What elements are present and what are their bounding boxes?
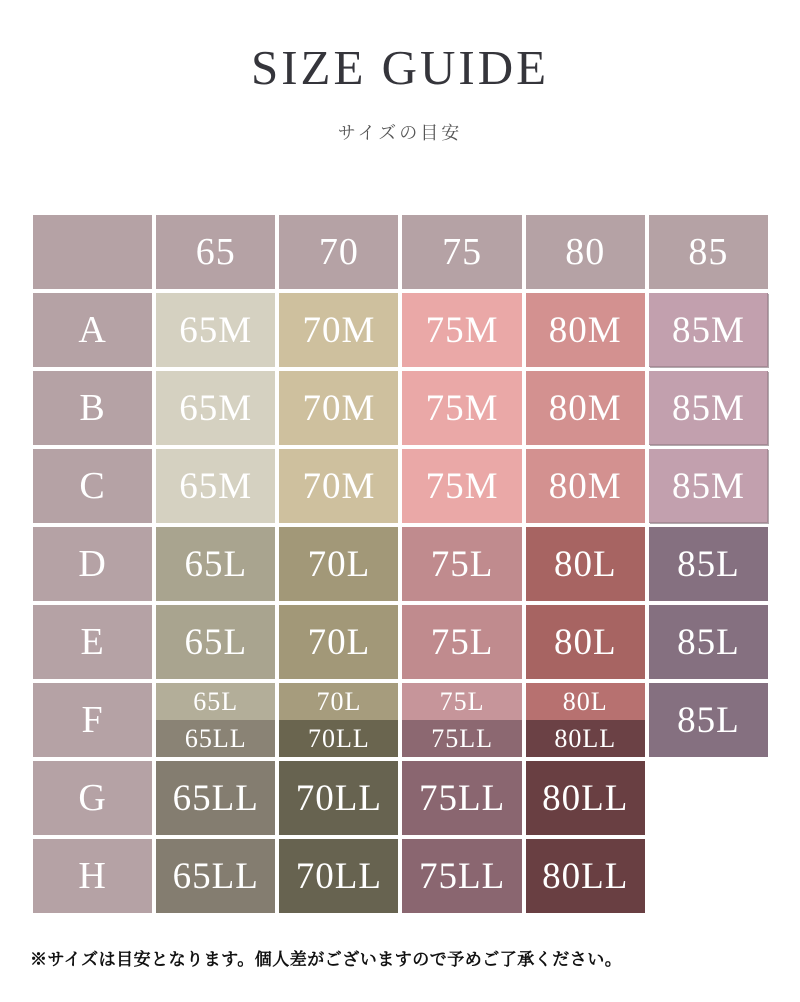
row-label-D: D bbox=[33, 527, 152, 601]
row-label-C: C bbox=[33, 449, 152, 523]
size-cell-80M: 80M bbox=[526, 449, 645, 523]
size-cell-70LL: 70LL bbox=[279, 761, 398, 835]
size-cell-split bbox=[526, 683, 645, 757]
size-cell-65LL: 65LL bbox=[156, 761, 275, 835]
column-header-65: 65 bbox=[156, 215, 275, 289]
row-label-G: G bbox=[33, 761, 152, 835]
page-subtitle: サイズの目安 bbox=[337, 123, 463, 144]
size-cell-75L: 75L bbox=[402, 527, 521, 601]
column-header-70: 70 bbox=[279, 215, 398, 289]
size-cell-75LL: 75LL bbox=[402, 720, 521, 757]
row-label-B: B bbox=[33, 371, 152, 445]
size-cell-65M: 65M bbox=[156, 293, 275, 367]
size-cell-75M: 75M bbox=[402, 371, 521, 445]
size-cell-70LL: 70LL bbox=[279, 839, 398, 913]
size-cell-80L: 80L bbox=[526, 527, 645, 601]
size-cell-80L: 80L bbox=[526, 605, 645, 679]
size-cell-85L: 85L bbox=[649, 527, 768, 601]
size-cell-85L: 85L bbox=[649, 683, 768, 757]
size-cell-80LL: 80LL bbox=[526, 761, 645, 835]
size-cell-65M: 65M bbox=[156, 449, 275, 523]
page-title: SIZE GUIDE bbox=[250, 40, 550, 95]
size-guide-table bbox=[33, 215, 768, 913]
size-cell-80LL: 80LL bbox=[526, 839, 645, 913]
size-cell-70M: 70M bbox=[279, 293, 398, 367]
size-cell-65L: 65L bbox=[156, 605, 275, 679]
size-cell-75LL: 75LL bbox=[402, 761, 521, 835]
row-label-E: E bbox=[33, 605, 152, 679]
size-cell-75L: 75L bbox=[402, 683, 521, 720]
row-label-F: F bbox=[33, 683, 152, 757]
size-cell-65L: 65L bbox=[156, 683, 275, 720]
size-guide-table-wrap bbox=[33, 215, 768, 913]
size-cell-80L: 80L bbox=[526, 683, 645, 720]
row-label-A: A bbox=[33, 293, 152, 367]
size-cell-65LL: 65LL bbox=[156, 839, 275, 913]
empty-cell bbox=[649, 839, 768, 913]
size-cell-split bbox=[402, 683, 521, 757]
empty-cell bbox=[649, 761, 768, 835]
size-cell-70M: 70M bbox=[279, 449, 398, 523]
size-cell-80M: 80M bbox=[526, 293, 645, 367]
size-cell-65L: 65L bbox=[156, 527, 275, 601]
column-header-75: 75 bbox=[402, 215, 521, 289]
size-cell-75M: 75M bbox=[402, 449, 521, 523]
size-cell-65LL: 65LL bbox=[156, 720, 275, 757]
size-cell-70L: 70L bbox=[279, 683, 398, 720]
size-cell-70L: 70L bbox=[279, 605, 398, 679]
size-cell-85M: 85M bbox=[649, 449, 768, 523]
page-header bbox=[0, 42, 800, 145]
size-cell-85M: 85M bbox=[649, 293, 768, 367]
size-cell-80LL: 80LL bbox=[526, 720, 645, 757]
row-label-H: H bbox=[33, 839, 152, 913]
corner-cell bbox=[33, 215, 152, 289]
size-cell-75LL: 75LL bbox=[402, 839, 521, 913]
size-cell-split bbox=[279, 683, 398, 757]
size-cell-80M: 80M bbox=[526, 371, 645, 445]
size-cell-split bbox=[156, 683, 275, 757]
size-cell-70L: 70L bbox=[279, 527, 398, 601]
size-disclaimer-note: ※サイズは目安となります。個人差がございますので予めご了承ください。 bbox=[30, 950, 623, 969]
size-cell-85M: 85M bbox=[649, 371, 768, 445]
size-cell-65M: 65M bbox=[156, 371, 275, 445]
size-cell-85L: 85L bbox=[649, 605, 768, 679]
size-cell-70M: 70M bbox=[279, 371, 398, 445]
size-cell-75L: 75L bbox=[402, 605, 521, 679]
column-header-85: 85 bbox=[649, 215, 768, 289]
size-cell-70LL: 70LL bbox=[279, 720, 398, 757]
column-header-80: 80 bbox=[526, 215, 645, 289]
size-cell-75M: 75M bbox=[402, 293, 521, 367]
